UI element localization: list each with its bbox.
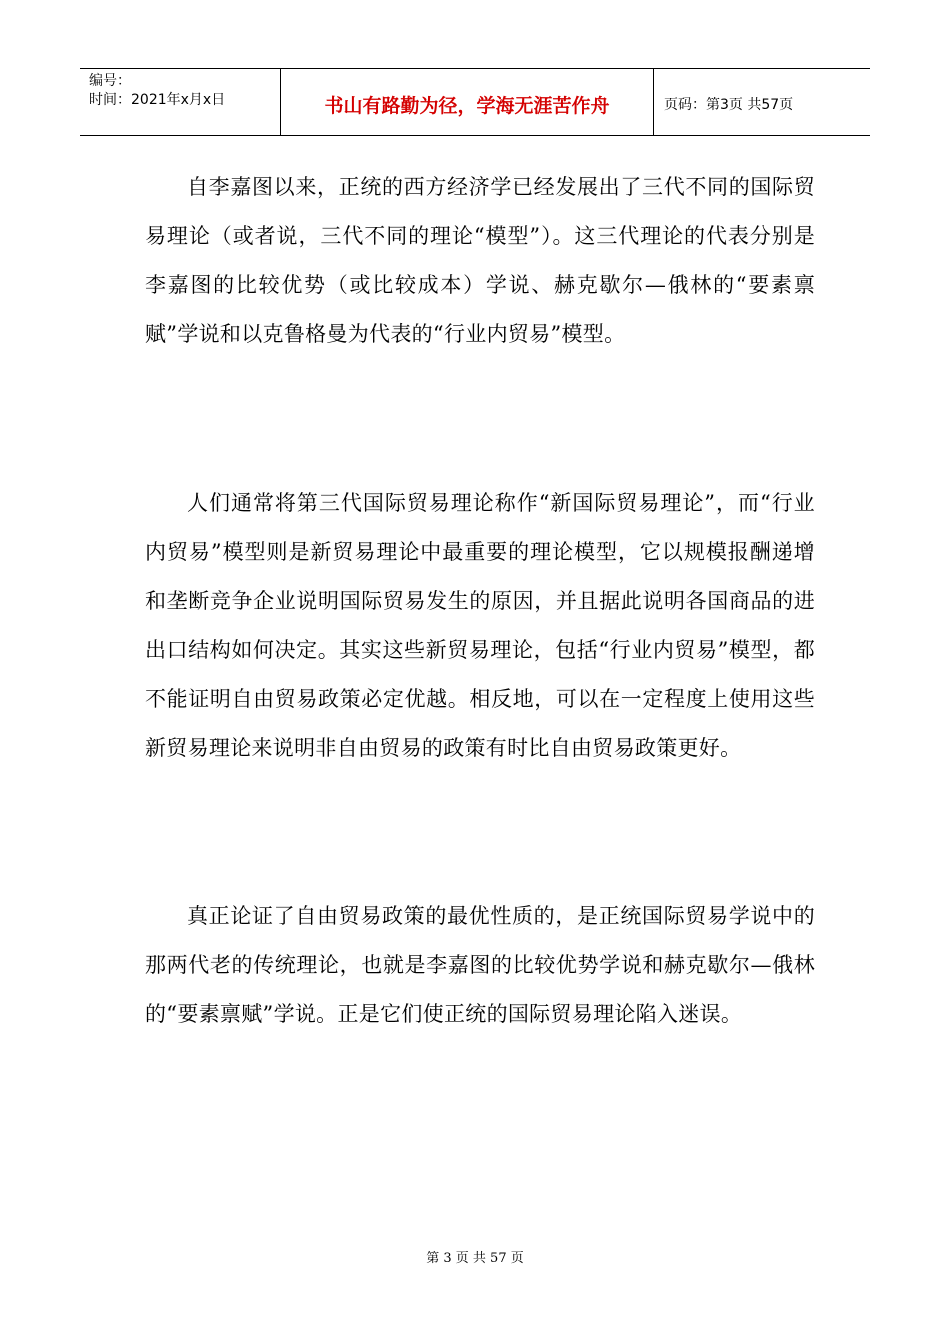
page-header [80,68,870,136]
page-footer: 第 3 页 共 57 页 [426,1251,524,1266]
body-paragraph: 自李嘉图以来，正统的西方经济学已经发展出了三代不同的国际贸易理论（或者说，三代不同的理论“模型”）。这三代理论的代表分别是李嘉图的比较优势（或比较成本）学说、赫克歇尔—俄林的“要素禀赋”学说和以克鲁格曼为代表的“行业内贸易”模型。 [145,175,815,346]
document-date: 时间：2021年x月x日 [89,92,226,108]
header-motto: 书山有路勤为径，学海无涯苦作舟 [281,69,654,135]
header-meta [80,69,281,135]
document-code-label: 编号： [89,73,131,89]
header-page-info: 页码：第3页 共57页 [664,97,794,113]
body-paragraph: 真正论证了自由贸易政策的最优性质的，是正统国际贸易学说中的那两代老的传统理论，也就是李嘉图的比较优势学说和赫克歇尔—俄林的“要素禀赋”学说。正是它们使正统的国际贸易理论陷入迷误。 [145,904,815,1026]
body-paragraph: 人们通常将第三代国际贸易理论称作“新国际贸易理论”，而“行业内贸易”模型则是新贸易理论中最重要的理论模型，它以规模报酬递增和垄断竞争企业说明国际贸易发生的原因，并且据此说明各国商品的进出口结构如何决定。其实这些新贸易理论，包括“行业内贸易”模型，都不能证明自由贸易政策必定优越。相反地，可以在一定程度上使用这些新贸易理论来说明非自由贸易的政策有时比自由贸易政策更好。 [145,491,815,760]
document-body [145,163,815,1039]
